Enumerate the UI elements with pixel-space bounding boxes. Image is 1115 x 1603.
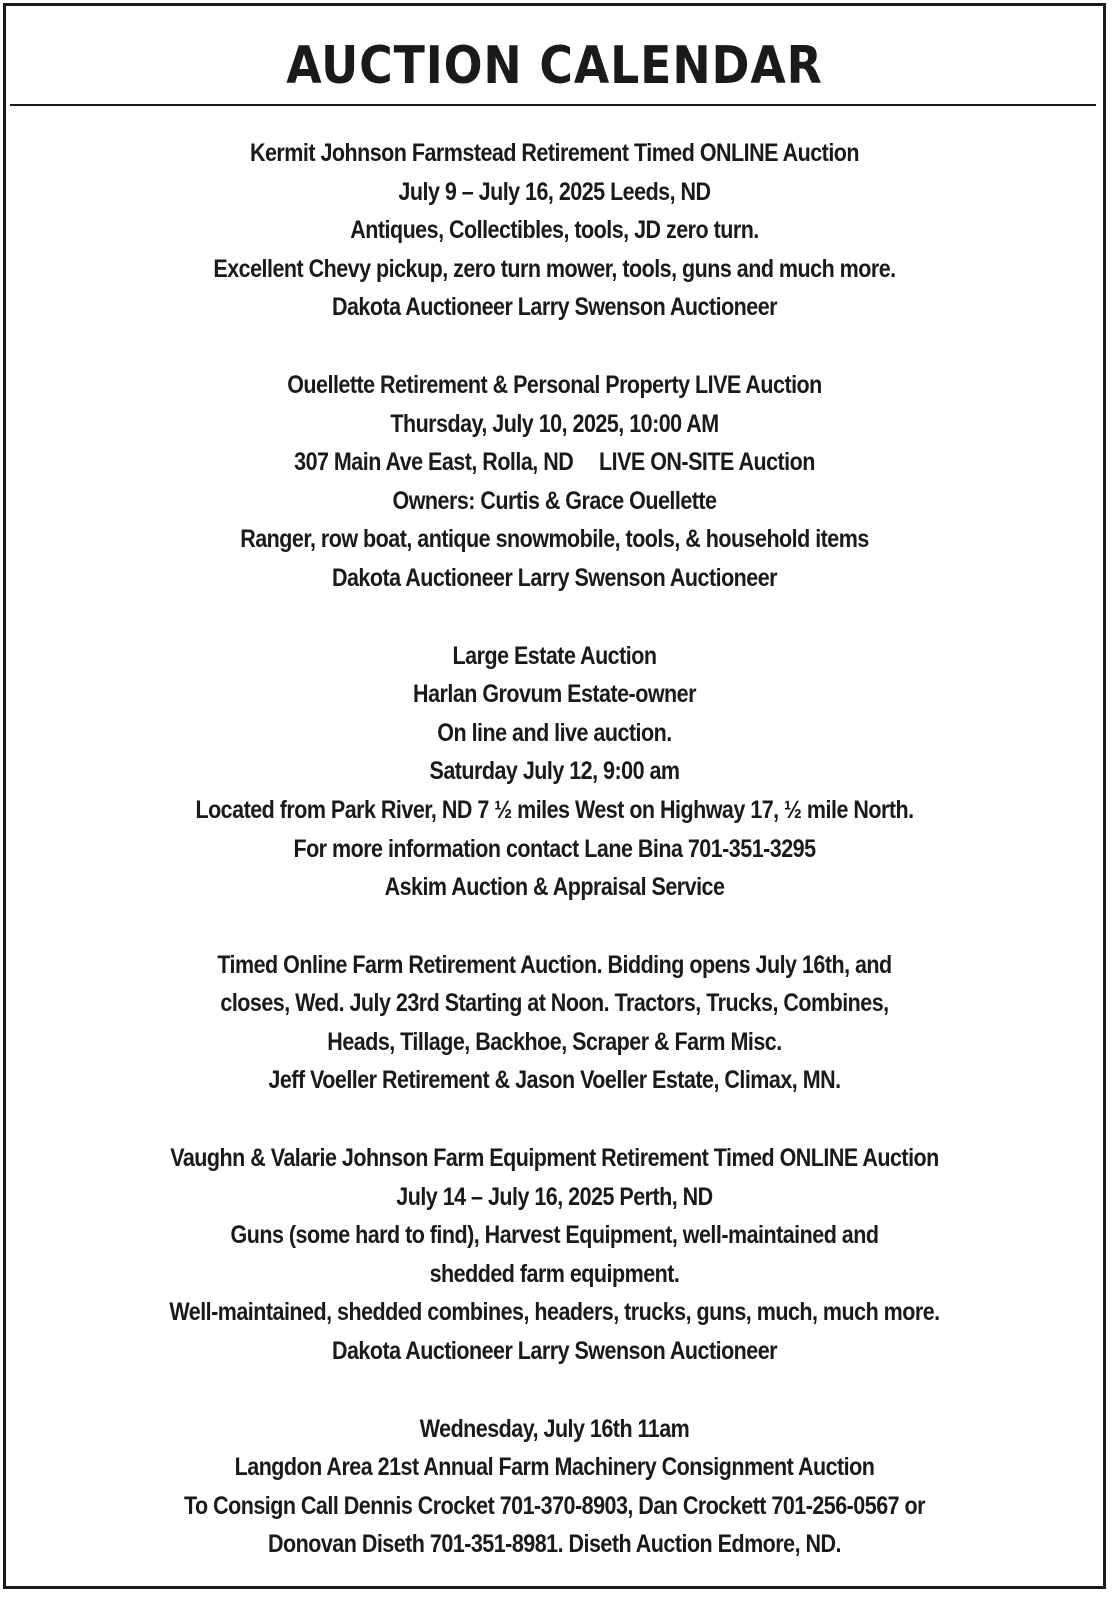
listing-owners: Owners: Curtis & Grace Ouellette <box>392 486 717 515</box>
page-title: AUCTION CALENDAR <box>286 36 823 96</box>
listing-items: Ranger, row boat, antique snowmobile, tools, & household items <box>240 525 869 554</box>
listing-langdon-consignment <box>6 1410 1103 1564</box>
listing-items-detail: Well-maintained, shedded combines, headers, trucks, guns, much, much more. <box>169 1298 940 1327</box>
listing-grovum-estate <box>6 637 1103 907</box>
listing-description: closes, Wed. July 23rd Starting at Noon. Tractors, Trucks, Combines, <box>220 989 889 1018</box>
listing-title: Langdon Area 21st Annual Farm Machinery Consignment Auction <box>234 1453 875 1482</box>
listing-auctioneer: Dakota Auctioneer Larry Swenson Auctioneer <box>331 293 778 322</box>
listing-voeller <box>6 946 1103 1100</box>
listing-date-location: July 14 – July 16, 2025 Perth, ND <box>396 1182 713 1211</box>
listing-owners: Jeff Voeller Retirement & Jason Voeller Estate, Climax, MN. <box>268 1066 841 1095</box>
listing-contact: For more information contact Lane Bina 701-351-3295 <box>293 834 816 863</box>
listing-auctioneer: Dakota Auctioneer Larry Swenson Auctioneer <box>331 563 778 592</box>
listing-auction-type: LIVE ON-SITE Auction <box>599 448 815 477</box>
listing-title: Ouellette Retirement & Personal Property LIVE Auction <box>287 370 822 399</box>
listing-address-line <box>83 443 1026 482</box>
listing-items: Antiques, Collectibles, tools, JD zero turn. <box>350 216 759 245</box>
listing-kermit-johnson <box>6 134 1103 327</box>
listing-auctioneer: Askim Auction & Appraisal Service <box>384 873 725 902</box>
listing-contact: To Consign Call Dennis Crocket 701-370-8903, Dan Crockett 701-256-0567 or <box>183 1491 926 1520</box>
listing-auction-type: On line and live auction. <box>437 718 672 747</box>
listing-owner: Harlan Grovum Estate-owner <box>413 680 696 709</box>
title-divider <box>10 104 1096 106</box>
listing-directions: Located from Park River, ND 7 ½ miles West on Highway 17, ½ mile North. <box>195 795 914 824</box>
listing-vaughn-johnson <box>6 1139 1103 1371</box>
listing-auctioneer: Dakota Auctioneer Larry Swenson Auctioneer <box>331 1337 778 1366</box>
listing-title: Vaughn & Valarie Johnson Farm Equipment Retirement Timed ONLINE Auction <box>170 1144 939 1173</box>
listing-address: 307 Main Ave East, Rolla, ND <box>294 448 574 477</box>
listing-ouellette <box>6 366 1103 598</box>
listing-date: Thursday, July 10, 2025, 10:00 AM <box>390 409 719 438</box>
auction-calendar-ad <box>3 3 1106 1589</box>
listing-date: Saturday July 12, 9:00 am <box>429 757 680 786</box>
listings <box>6 134 1103 1603</box>
listing-items-detail: Excellent Chevy pickup, zero turn mower, tools, guns and much more. <box>213 254 896 283</box>
listing-description: Timed Online Farm Retirement Auction. Bidding opens July 16th, and <box>217 950 892 979</box>
listing-title: Kermit Johnson Farmstead Retirement Timed ONLINE Auction <box>249 139 860 167</box>
listing-contact: Donovan Diseth 701-351-8981. Diseth Auction Edmore, ND. <box>267 1530 841 1559</box>
listing-title: Large Estate Auction <box>452 641 657 670</box>
listing-items: shedded farm equipment. <box>429 1259 680 1288</box>
listing-date: Wednesday, July 16th 11am <box>419 1414 690 1443</box>
listing-date-location: July 9 – July 16, 2025 Leeds, ND <box>398 177 711 206</box>
listing-items: Guns (some hard to find), Harvest Equipment, well-maintained and <box>230 1221 879 1250</box>
listing-description: Heads, Tillage, Backhoe, Scraper & Farm Misc. <box>327 1027 782 1056</box>
